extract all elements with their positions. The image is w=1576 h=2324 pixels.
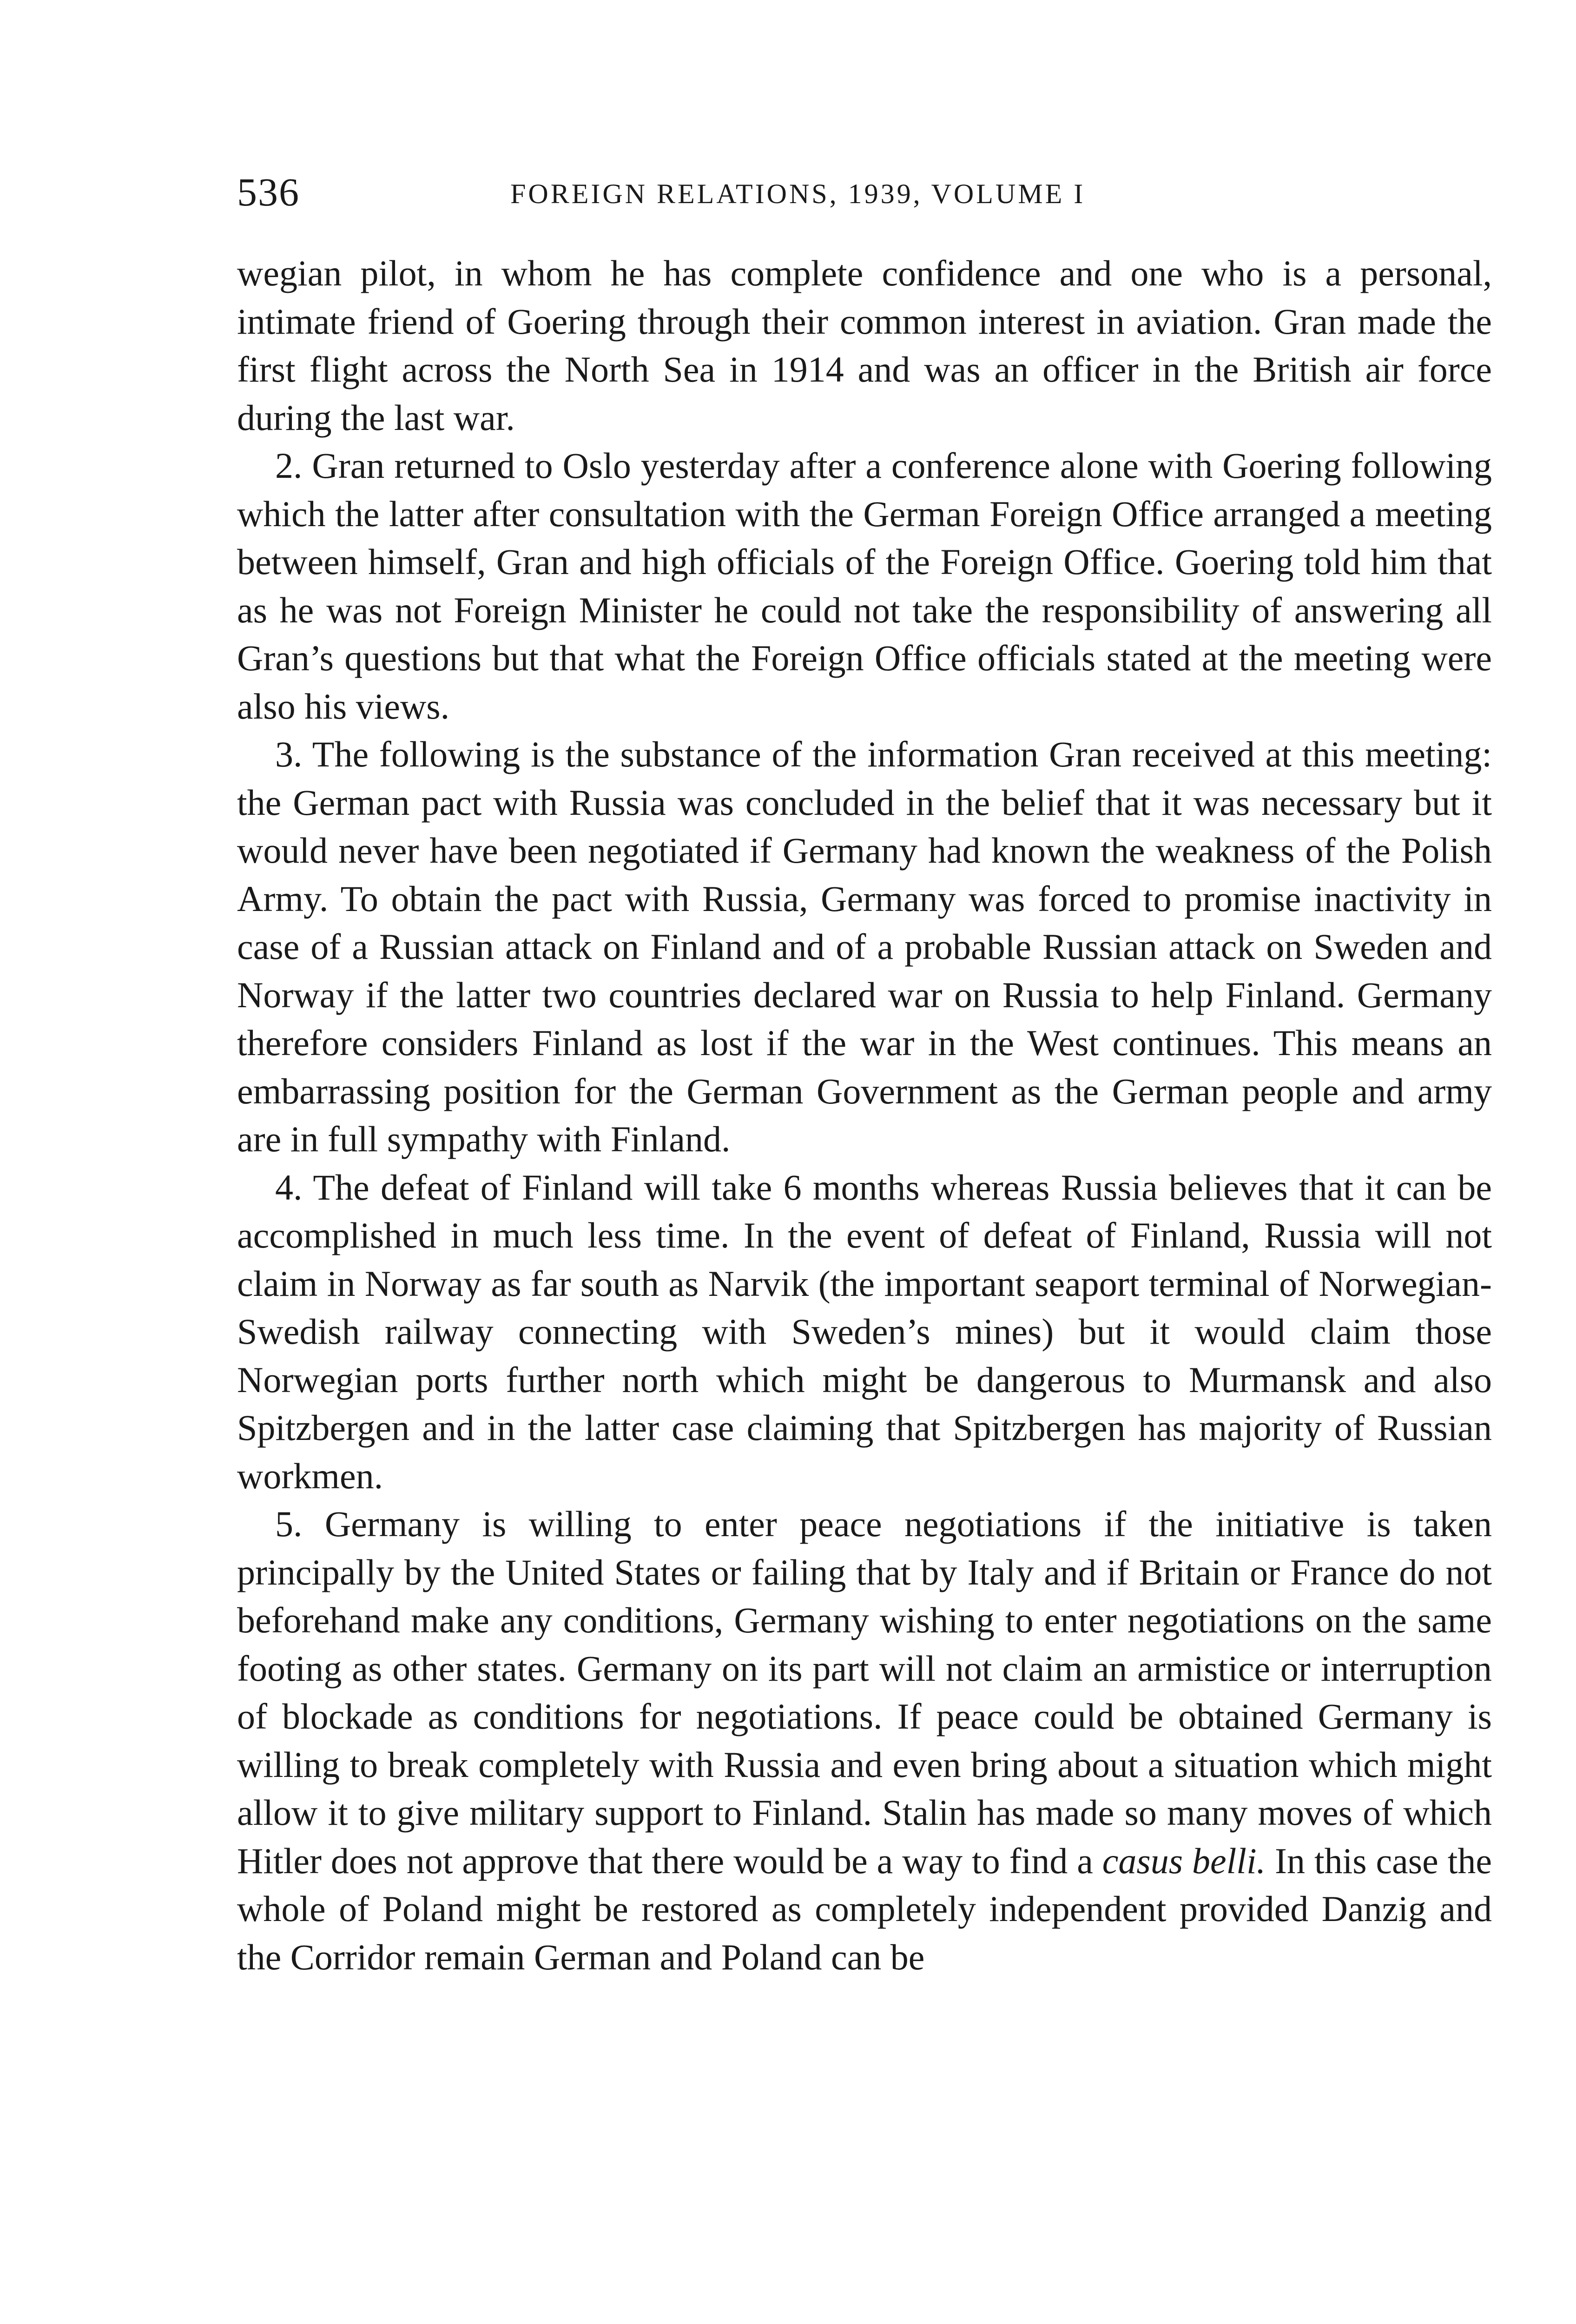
running-title: FOREIGN RELATIONS, 1939, VOLUME I xyxy=(510,178,1086,209)
paragraph-2: 2. Gran returned to Oslo yesterday after a conference alone with Goering following which the latter after consultation with the German Foreign Office arranged a meeting between himself, Gran and high officials of the Foreign Office. Goering told him that as he was not Foreign Minister he could not take the responsibility of answering all Gran’s questions but that what the Foreign Office officials stated at the meeting were also his views. xyxy=(237,445,1492,726)
paragraph-5-text-end: In this case the whole of Poland might be restored as completely independent provided Danzig and the Corridor remain German and Poland can be xyxy=(237,1840,1492,1977)
paragraph-3: 3. The following is the substance of the information Gran received at this meeting: the German pact with Russia was concluded in the belief that it was necessary but it would never have been negotiated if Germany had known the weakness of the Polish Army. To obtain the pact with Russia, Germany was forced to promise inactivity in case of a Russian attack on Finland and of a probable Russian attack on Sweden and Norway if the latter two countries declared war on Russia to help Finland. Germany therefore considers Finland as lost if the war in the West continues. This means an embarrassing position for the German Government as the German people and army are in full sympathy with Finland. xyxy=(237,734,1492,1159)
running-head xyxy=(237,166,1492,218)
paragraph-5-text-start: 5. Germany is willing to enter peace negotiations if the initiative is taken principally by the United States or failing that by Italy and if Britain or France do not beforehand make any conditions, Germany wishing to enter negotiations on the same footing as other states. Germany on its part will not claim an armistice or interruption of blockade as conditions for negotiations. If peace could be obtained Germany is willing to break completely with Russia and even bring about a situation which might allow it to give military support to Finland. Stalin has made so many moves of which Hitler does not approve that there would be a way to find a xyxy=(237,1504,1492,1881)
paragraph-5 xyxy=(237,1500,1492,1981)
paragraph-5-latin-phrase: casus belli. xyxy=(1102,1840,1266,1881)
paragraph-continued: wegian pilot, in whom he has complete confidence and one who is a personal, intimate friend of Goering through their common interest in aviation. Gran made the first flight across the North Sea in 1914 and was an officer in the British air force during the last war. xyxy=(237,253,1492,438)
paragraph-4: 4. The defeat of Finland will take 6 months whereas Russia believes that it can be accomplished in much less time. In the event of defeat of Finland, Russia will not claim in Norway as far south as Narvik (the important seaport terminal of Norwegian-Swedish railway connecting with Sweden’s mines) but it would claim those Norwegian ports further north which might be dangerous to Murmansk and also Spitzbergen and in the latter case claiming that Spitzbergen has majority of Russian workmen. xyxy=(237,1167,1492,1496)
page-number: 536 xyxy=(237,170,300,214)
body-text xyxy=(237,249,1492,1981)
